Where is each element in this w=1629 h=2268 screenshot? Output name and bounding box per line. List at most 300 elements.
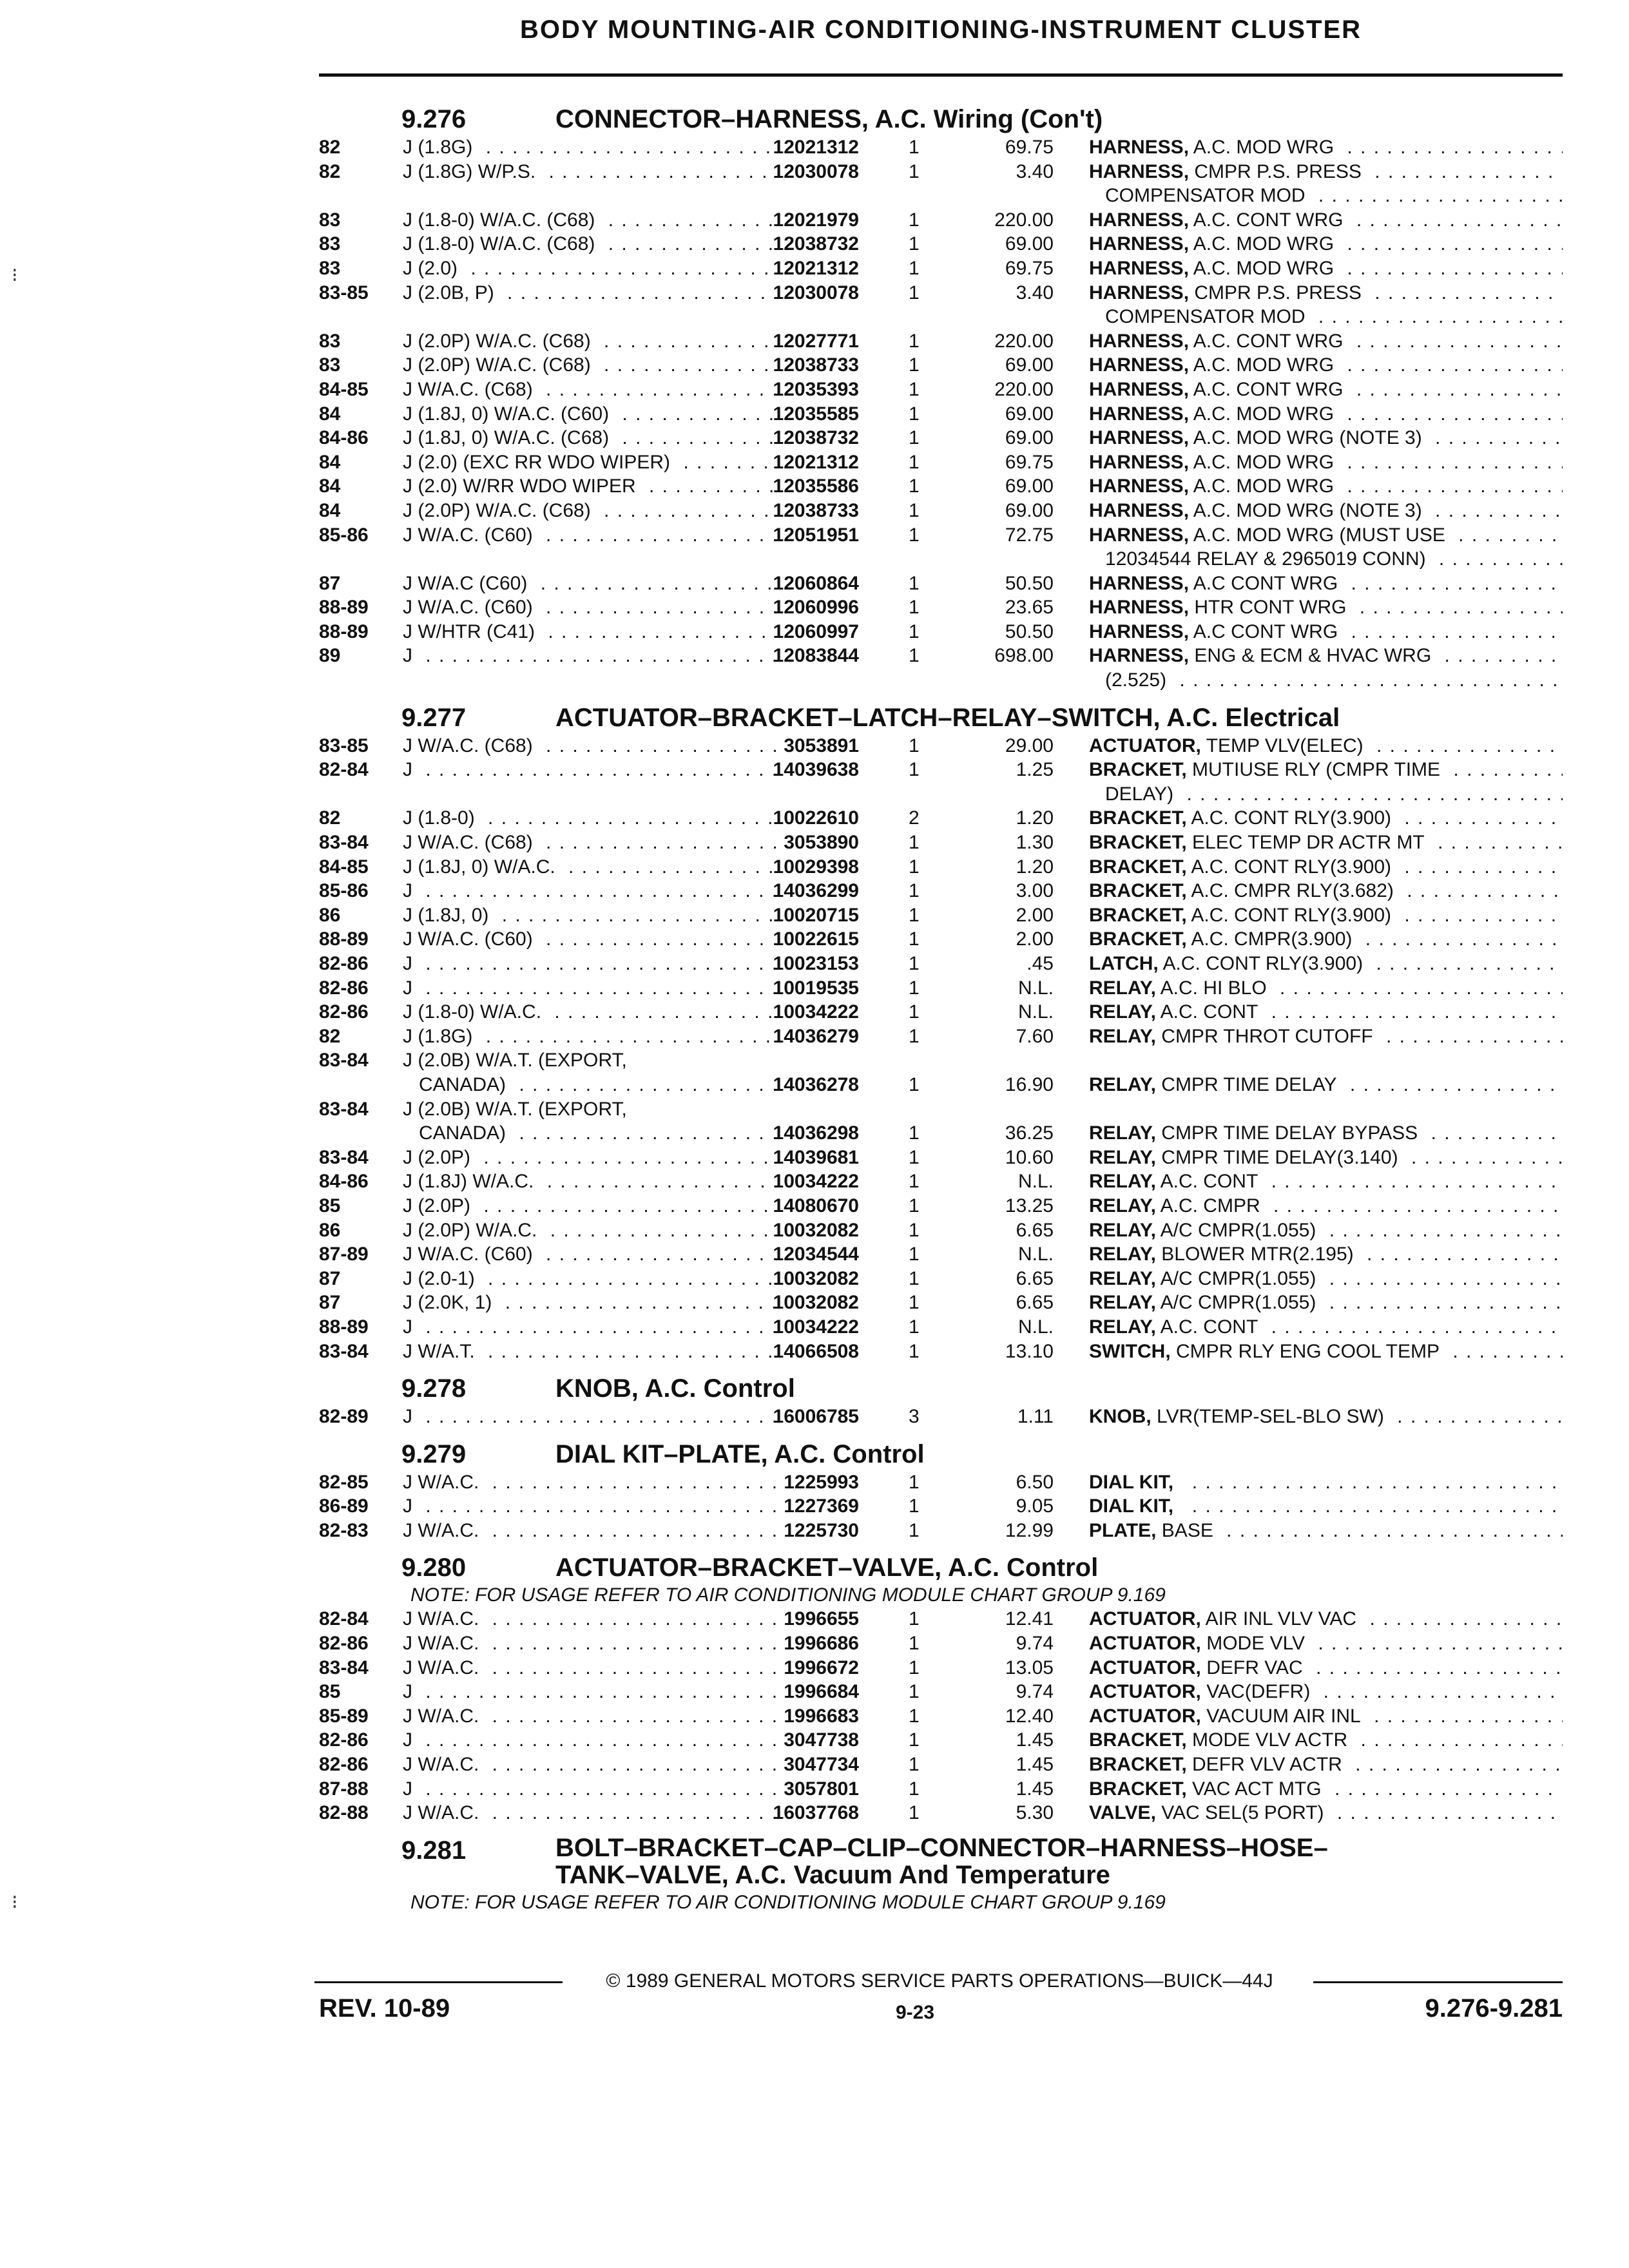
application-text: J W/A.C.: [403, 1706, 485, 1727]
description-noun: BRACKET,: [1089, 1729, 1187, 1751]
description-text: [1089, 928, 1358, 950]
quantity: 1: [909, 597, 920, 619]
description-noun: HARNESS,: [1089, 257, 1190, 279]
part-number: 12060997: [773, 620, 859, 642]
description: [1089, 1097, 1563, 1122]
application-text: J W/A.C. (C60): [403, 597, 539, 618]
part-number: 1996686: [784, 1633, 859, 1655]
description: [1089, 831, 1563, 855]
description-detail: CMPR RLY ENG COOL TEMP: [1176, 1340, 1440, 1362]
section-title: [555, 1438, 925, 1470]
description: [1089, 281, 1563, 305]
description: [1089, 1242, 1563, 1267]
price: 1.45: [1016, 1729, 1054, 1751]
description-detail: DELAY): [1089, 783, 1174, 805]
application-text: J (1.8J, 0): [403, 905, 495, 926]
description-detail: ENG & ECM & HVAC WRG: [1194, 645, 1432, 667]
quantity: 1: [909, 856, 920, 878]
quantity: 1: [909, 1244, 920, 1265]
application-text: J (1.8G) W/P.S.: [403, 161, 542, 182]
section-title-line: BOLT–BRACKET–CAP–CLIP–CONNECTOR–HARNESS–HOSE–: [555, 1833, 1328, 1862]
table-row: [319, 572, 1563, 596]
description: [1089, 402, 1563, 427]
description-detail: MODE VLV: [1206, 1633, 1306, 1655]
model-years: 84: [319, 403, 341, 425]
description-noun: HARNESS,: [1089, 233, 1190, 255]
application-text: J W/HTR (C41): [403, 621, 541, 642]
application-text: J W/A.C.: [403, 1754, 485, 1775]
price: 69.75: [1005, 257, 1054, 279]
part-number: 3053891: [784, 735, 859, 756]
description-detail: DEFR VAC: [1206, 1657, 1303, 1678]
application-text: [403, 548, 409, 570]
table-row: [319, 1494, 1563, 1519]
application-text: J W/A.C. (C68): [403, 735, 539, 756]
model-years: 83-84: [319, 1657, 369, 1678]
application-text: J: [403, 1778, 419, 1800]
table-row: [319, 1470, 1563, 1495]
model-years: 82-83: [319, 1519, 369, 1541]
description-text: [1089, 1706, 1367, 1727]
description-noun: HARNESS,: [1089, 451, 1190, 473]
description-detail: A.C. MOD WRG: [1193, 451, 1335, 473]
description: [1089, 1315, 1563, 1340]
description-detail: A.C. CONT RLY(3.900): [1191, 807, 1392, 829]
quantity: 1: [909, 1495, 920, 1517]
section-heading: [319, 1552, 1563, 1584]
description: [1089, 305, 1563, 329]
part-number: 10034222: [773, 1171, 859, 1193]
description: [1089, 782, 1563, 807]
description-noun: BRACKET,: [1089, 832, 1187, 854]
description: [1089, 160, 1563, 184]
description-detail: A.C. MOD WRG: [1193, 403, 1335, 425]
description: [1089, 135, 1563, 160]
price: 13.05: [1005, 1657, 1054, 1678]
description-noun: RELAY,: [1089, 1219, 1156, 1241]
description-noun: HARNESS,: [1089, 645, 1190, 667]
description-text: [1089, 548, 1432, 570]
model-years: 84: [319, 451, 341, 473]
description-detail: A.C. CONT: [1160, 1316, 1258, 1338]
price: 1.45: [1016, 1754, 1054, 1776]
price: 220.00: [994, 209, 1054, 231]
model-years: 82-86: [319, 1754, 369, 1776]
table-row: [319, 1146, 1563, 1170]
description-detail: A.C. CMPR RLY(3.682): [1191, 880, 1394, 902]
description-detail: A.C. HI BLO: [1160, 977, 1267, 999]
description: [1089, 256, 1563, 281]
application-text: J: [403, 1406, 419, 1427]
description-noun: BRACKET,: [1089, 904, 1187, 926]
description-detail: AIR INL VLV VAC: [1205, 1608, 1357, 1630]
table-row: [319, 523, 1563, 548]
part-number: 1225730: [784, 1519, 859, 1541]
part-number: 14039681: [773, 1146, 859, 1168]
price: 23.65: [1005, 597, 1054, 619]
part-number: 12021312: [773, 137, 859, 158]
description-text: [1089, 403, 1340, 425]
part-number: 10022615: [773, 928, 859, 950]
part-number: 12030078: [773, 282, 859, 303]
part-number: 14036278: [773, 1073, 859, 1095]
description-text: [1089, 735, 1370, 756]
section-title-line: ACTUATOR–BRACKET–LATCH–RELAY–SWITCH, A.C. Electrical: [555, 703, 1340, 732]
model-years: 85: [319, 1681, 341, 1703]
price: 69.75: [1005, 137, 1054, 158]
price: N.L.: [1017, 1316, 1054, 1338]
quantity: 1: [909, 572, 920, 594]
part-number: 14080670: [773, 1195, 859, 1216]
quantity: 1: [909, 880, 920, 902]
quantity: 1: [909, 1471, 920, 1493]
table-row: [319, 1631, 1563, 1656]
description-detail: A.C. MOD WRG: [1193, 257, 1335, 279]
part-number: 1996684: [784, 1681, 859, 1703]
table-row: [319, 1728, 1563, 1753]
quantity: 1: [909, 1778, 920, 1800]
section-number: 9.277: [401, 703, 467, 732]
price: 69.00: [1005, 476, 1054, 497]
description-noun: HARNESS,: [1089, 354, 1190, 376]
model-years: 83: [319, 354, 341, 376]
section-title-line: CONNECTOR–HARNESS, A.C. Wiring (Con't): [555, 105, 1103, 133]
model-years: 83-84: [319, 1146, 369, 1168]
description: [1089, 1340, 1563, 1364]
application: [403, 782, 776, 807]
model-years: 82-84: [319, 1608, 369, 1630]
description-noun: ACTUATOR,: [1089, 1608, 1201, 1630]
scan-mark: ⁝: [12, 1892, 18, 1913]
description-noun: RELAY,: [1089, 1267, 1156, 1289]
description: [1089, 353, 1563, 378]
table-row: [319, 831, 1563, 855]
description-noun: DIAL KIT,: [1089, 1471, 1174, 1493]
description: [1089, 547, 1563, 572]
description-text: [1089, 258, 1340, 279]
application-text: J: [403, 953, 419, 974]
price: 1.45: [1016, 1778, 1054, 1800]
description-text: [1089, 1754, 1349, 1775]
price: 13.25: [1005, 1195, 1054, 1216]
table-row: [319, 160, 1563, 184]
quantity: 1: [909, 1219, 920, 1241]
part-number: 10019535: [773, 977, 859, 999]
table-row: [319, 644, 1563, 668]
model-years: 87-89: [319, 1244, 369, 1265]
description-noun: BRACKET,: [1089, 759, 1187, 781]
application-text: J (2.0P) W/A.C. (C68): [403, 331, 597, 352]
model-years: 87: [319, 572, 341, 594]
part-number: 10032082: [773, 1219, 859, 1241]
description: [1089, 1405, 1563, 1429]
table-row: [319, 1801, 1563, 1825]
table-row: [319, 1242, 1563, 1267]
quantity: 1: [909, 209, 920, 231]
application-text: J (2.0) W/RR WDO WIPER: [403, 476, 642, 497]
description-detail: A.C CONT WRG: [1193, 572, 1338, 594]
page-number: 9-23: [896, 2002, 935, 2023]
description-text: [1089, 1633, 1311, 1654]
description-text: [1089, 905, 1398, 926]
section-number: 9.280: [401, 1553, 467, 1582]
quantity: 2: [909, 807, 920, 829]
table-row: [319, 668, 1563, 693]
model-years: 82: [319, 807, 341, 829]
model-years: 82: [319, 137, 341, 158]
table-row: [319, 1704, 1563, 1729]
application: [403, 1048, 776, 1073]
application-text: J (2.0) (EXC RR WDO WIPER): [403, 452, 677, 473]
price: 1.20: [1016, 856, 1054, 878]
model-years: 83: [319, 209, 341, 231]
description: [1089, 450, 1563, 475]
quantity: 1: [909, 257, 920, 279]
application-text: J (1.8G): [403, 1026, 479, 1047]
table-row: [319, 782, 1563, 807]
description-detail: A.C. MOD WRG (MUST USE: [1193, 524, 1445, 546]
description-text: [1089, 500, 1429, 521]
description: [1089, 734, 1563, 758]
application-text: J (2.0K, 1): [403, 1292, 498, 1313]
model-years: 83: [319, 330, 341, 352]
application-text: J (1.8-0) W/A.C. (C68): [403, 209, 601, 231]
table-row: [319, 1680, 1563, 1704]
description-detail: A.C. MOD WRG: [1193, 233, 1335, 255]
description-text: [1089, 597, 1353, 618]
price: 220.00: [994, 330, 1054, 352]
part-number: 12051951: [773, 524, 859, 546]
price: 13.10: [1005, 1340, 1054, 1362]
quantity: 1: [909, 1146, 920, 1168]
application-text: J: [403, 1681, 419, 1702]
part-number: 16006785: [773, 1406, 859, 1428]
description-detail: HTR CONT WRG: [1194, 597, 1347, 619]
description: [1089, 1607, 1563, 1631]
description-detail: A.C. CONT WRG: [1193, 209, 1344, 231]
quantity: 1: [909, 1195, 920, 1216]
application-text: [403, 783, 409, 805]
description: [1089, 1801, 1563, 1825]
application-text: J (2.0): [403, 258, 464, 279]
application-text: J (1.8J, 0) W/A.C. (C68): [403, 427, 615, 448]
description-detail: A.C. CONT: [1160, 1171, 1258, 1193]
price: 2.00: [1016, 928, 1054, 950]
footer-rule-right: [1313, 1981, 1563, 1983]
table-row: [319, 1169, 1563, 1194]
description-detail: CMPR P.S. PRESS: [1194, 160, 1362, 182]
part-number: 10032082: [773, 1267, 859, 1289]
description-noun: ACTUATOR,: [1089, 735, 1201, 756]
quantity: 1: [909, 451, 920, 473]
model-years: 82-85: [319, 1471, 369, 1493]
table-row: [319, 378, 1563, 402]
section-heading: [319, 702, 1563, 734]
description-detail: MUTIUSE RLY (CMPR TIME: [1192, 759, 1441, 781]
application-text: J (2.0P) W/A.C. (C68): [403, 500, 597, 521]
description-noun: HARNESS,: [1089, 330, 1190, 352]
section-number: 9.278: [401, 1374, 467, 1403]
model-years: 82: [319, 1025, 341, 1047]
price: 50.50: [1005, 620, 1054, 642]
table-row: [319, 595, 1563, 620]
description-text: [1089, 977, 1273, 999]
description-text: [1089, 645, 1438, 666]
description-detail: CMPR THROT CUTOFF: [1161, 1025, 1373, 1047]
description-detail: VAC SEL(5 PORT): [1161, 1802, 1324, 1824]
part-number: 10034222: [773, 1001, 859, 1023]
table-row: [319, 879, 1563, 903]
application-text: J (2.0-1): [403, 1268, 481, 1289]
description-detail: VACUUM AIR INL: [1206, 1705, 1361, 1727]
description: [1089, 426, 1563, 450]
part-number: 1996683: [784, 1705, 859, 1727]
model-years: 83: [319, 257, 341, 279]
price: N.L.: [1017, 977, 1054, 999]
section-title-line: DIAL KIT–PLATE, A.C. Control: [555, 1439, 925, 1468]
description: [1089, 758, 1563, 782]
description-text: [1089, 1520, 1220, 1541]
description-noun: HARNESS,: [1089, 499, 1190, 521]
description-text: [1089, 1074, 1344, 1095]
description-detail: A.C. CONT WRG: [1193, 330, 1344, 352]
model-years: 84: [319, 476, 341, 497]
description-text: [1089, 1778, 1328, 1800]
model-years: 86-89: [319, 1495, 369, 1517]
quantity: 1: [909, 1073, 920, 1095]
application-text: J: [403, 977, 419, 999]
description-detail: BASE: [1161, 1519, 1213, 1541]
part-number: 12035393: [773, 378, 859, 400]
table-row: [319, 976, 1563, 1001]
description-noun: RELAY,: [1089, 1122, 1156, 1144]
description-detail: A.C. CONT RLY(3.900): [1191, 904, 1392, 926]
table-row: [319, 806, 1563, 831]
description: [1089, 668, 1563, 693]
description: [1089, 184, 1563, 208]
description-text: [1089, 209, 1350, 231]
model-years: 85-89: [319, 1705, 369, 1727]
description: [1089, 1728, 1563, 1753]
description: [1089, 208, 1563, 233]
description-text: [1089, 1681, 1316, 1702]
price: 12.40: [1005, 1705, 1054, 1727]
description-text: [1089, 282, 1368, 303]
application-text: J W/A.C.: [403, 1520, 485, 1541]
description-text: [1089, 1406, 1391, 1427]
quantity: 1: [909, 1754, 920, 1776]
section-number: 9.276: [401, 105, 467, 133]
quantity: 1: [909, 1657, 920, 1678]
model-years: 84-85: [319, 856, 369, 878]
description-detail: A.C. MOD WRG: [1193, 137, 1335, 158]
description-noun: BRACKET,: [1089, 807, 1187, 829]
description-text: [1089, 1802, 1331, 1823]
model-years: 88-89: [319, 597, 369, 619]
table-row: [319, 620, 1563, 644]
part-number: 14036298: [773, 1122, 859, 1144]
description-noun: BRACKET,: [1089, 1778, 1187, 1800]
application-text: J (1.8-0) W/A.C.: [403, 1001, 548, 1023]
description-noun: HARNESS,: [1089, 209, 1190, 231]
model-years: 86: [319, 1219, 341, 1241]
description-noun: SWITCH,: [1089, 1340, 1171, 1362]
application-text: J: [403, 1729, 419, 1751]
quantity: 1: [909, 1729, 920, 1751]
application-text: J W/A.C.: [403, 1472, 485, 1493]
quantity: 3: [909, 1406, 920, 1428]
description-noun: BRACKET,: [1089, 1754, 1187, 1776]
section-title: [555, 103, 1103, 135]
description: [1089, 1680, 1563, 1704]
table-row: [319, 1194, 1563, 1218]
description: [1089, 1777, 1563, 1802]
table-row: [319, 1656, 1563, 1680]
part-number: 12021979: [773, 209, 859, 231]
section-title: [555, 702, 1340, 734]
description: [1089, 927, 1563, 952]
description-noun: DIAL KIT,: [1089, 1495, 1174, 1517]
price: 7.60: [1016, 1025, 1054, 1047]
price: 12.99: [1005, 1519, 1054, 1541]
price: 5.30: [1016, 1802, 1054, 1824]
part-number: 12035586: [773, 476, 859, 497]
description: [1089, 1048, 1563, 1073]
description-noun: RELAY,: [1089, 1292, 1156, 1314]
model-years: 84-85: [319, 378, 369, 400]
description-text: [1089, 759, 1447, 780]
usage-note: NOTE: FOR USAGE REFER TO AIR CONDITIONING MODULE CHART GROUP 9.169: [410, 1584, 1166, 1606]
quantity: 1: [909, 403, 920, 425]
application: [403, 305, 776, 329]
model-years: 82-88: [319, 1802, 369, 1824]
description: [1089, 595, 1563, 620]
description-text: [1089, 1608, 1363, 1629]
quantity: 1: [909, 524, 920, 546]
price: 6.65: [1016, 1267, 1054, 1289]
application-text: J W/A.C. (C68): [403, 832, 539, 853]
description-detail: (2.525): [1089, 669, 1167, 691]
application-text: CANADA): [403, 1122, 512, 1144]
description: [1089, 1267, 1563, 1291]
part-number: 12038733: [773, 354, 859, 376]
model-years: 83-84: [319, 1340, 369, 1362]
quantity: 1: [909, 1122, 920, 1144]
description-detail: A.C. CONT RLY(3.900): [1162, 953, 1364, 974]
quantity: 1: [909, 759, 920, 781]
application: [403, 668, 776, 693]
description-detail: A.C. MOD WRG (NOTE 3): [1193, 499, 1422, 521]
description-text: [1089, 832, 1431, 853]
quantity: 1: [909, 330, 920, 352]
description-detail: A.C. CONT WRG: [1193, 378, 1344, 400]
price: 220.00: [994, 378, 1054, 400]
description-detail: MODE VLV ACTR: [1192, 1729, 1348, 1751]
description: [1089, 1169, 1563, 1194]
price: 16.90: [1005, 1073, 1054, 1095]
description: [1089, 1024, 1563, 1049]
description-detail: A.C. CONT: [1160, 1001, 1258, 1023]
table-row: [319, 1121, 1563, 1146]
description-noun: HARNESS,: [1089, 403, 1190, 425]
description-text: [1089, 1729, 1354, 1751]
description-detail: A/C CMPR(1.055): [1160, 1267, 1316, 1289]
table-row: [319, 353, 1563, 378]
table-row: [319, 1000, 1563, 1024]
quantity: 1: [909, 1267, 920, 1289]
part-number: 12030078: [773, 160, 859, 182]
price: 50.50: [1005, 572, 1054, 594]
